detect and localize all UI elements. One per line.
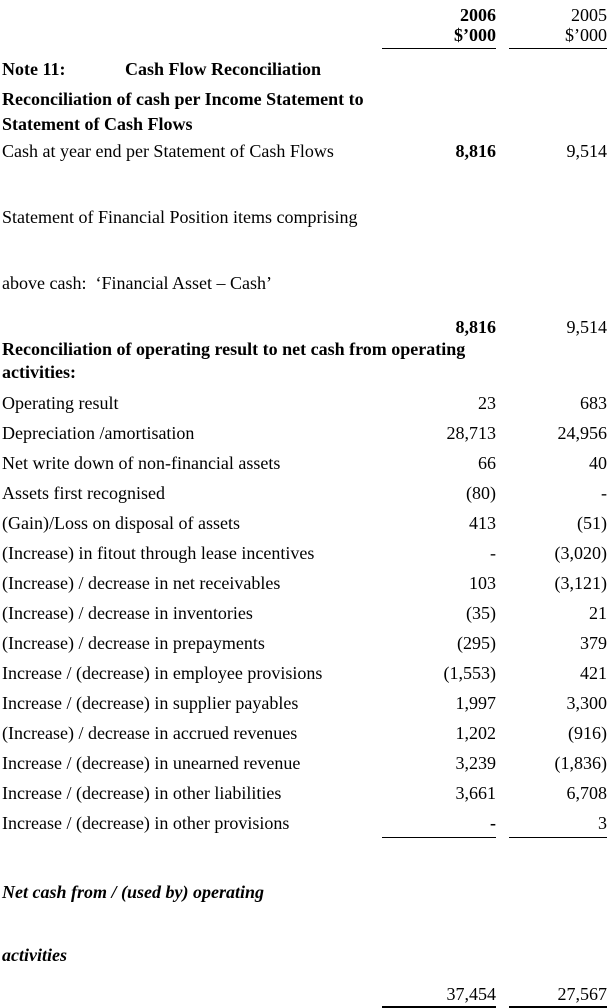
value-2006: 103	[469, 573, 496, 593]
value-2006: 8,816	[455, 141, 496, 161]
value-2005: (51)	[577, 513, 607, 533]
value-2006: 1,997	[455, 693, 496, 713]
table-row-assets-first-recognised	[2, 482, 607, 504]
column-gap	[496, 5, 509, 49]
value-2006: 66	[478, 453, 496, 473]
row-label: Operating result	[2, 393, 119, 413]
table-row-net-cash-total	[2, 840, 607, 1008]
column-header-2006	[382, 5, 496, 49]
value-2006: 28,713	[446, 423, 496, 443]
value-2006: (295)	[457, 633, 496, 653]
table-row-fitout-lease-incentives	[2, 542, 607, 564]
row-label: (Increase) / decrease in inventories	[2, 603, 253, 623]
table-row-prepayments	[2, 632, 607, 654]
table-row-financial-position-items	[2, 162, 607, 338]
value-2005: 27,567	[509, 840, 607, 1008]
value-2005: (1,836)	[554, 753, 607, 773]
table-row-cash-at-year-end	[2, 140, 607, 162]
section-heading-cash-reconciliation	[2, 87, 607, 137]
row-label: Cash at year end per Statement of Cash Flows	[2, 141, 334, 161]
header-unit-2006: $’000	[454, 25, 496, 45]
value-2006: (80)	[466, 483, 496, 503]
row-label	[2, 840, 382, 1008]
row-label: (Increase) in fitout through lease incentives	[2, 543, 315, 563]
value-2006: (1,553)	[443, 663, 496, 683]
value-2005: 3	[509, 812, 607, 838]
row-label: Increase / (decrease) in unearned revenue	[2, 753, 301, 773]
header-spacer	[2, 5, 382, 49]
row-label-line: above cash: ‘Financial Asset – Cash’	[2, 273, 272, 293]
value-2005: (916)	[568, 723, 607, 743]
value-2005: 21	[589, 603, 607, 623]
table-row-accrued-revenues	[2, 722, 607, 744]
value-2006: 8,816	[455, 317, 496, 337]
table-row-operating-result	[2, 392, 607, 414]
row-label: Assets first recognised	[2, 483, 165, 503]
table-row-other-provisions	[2, 812, 607, 838]
column-header-2005	[509, 5, 607, 49]
value-2005: -	[601, 483, 607, 503]
row-label: Increase / (decrease) in employee provisions	[2, 663, 323, 683]
row-label: Increase / (decrease) in other liabilities	[2, 783, 282, 803]
row-label-line: activities	[2, 945, 67, 965]
value-2006: 3,661	[455, 783, 496, 803]
table-row-gain-loss-disposal	[2, 512, 607, 534]
value-2005: 24,956	[557, 423, 607, 443]
table-row-other-liabilities	[2, 782, 607, 804]
section-heading-line: activities:	[2, 362, 76, 382]
table-row-net-receivables	[2, 572, 607, 594]
row-label: (Gain)/Loss on disposal of assets	[2, 513, 240, 533]
value-2005: 9,514	[566, 317, 607, 337]
table-row-supplier-payables	[2, 692, 607, 714]
value-2005: 683	[580, 393, 607, 413]
column-header-row	[2, 5, 607, 49]
value-2006: 23	[478, 393, 496, 413]
header-unit-2005: $’000	[565, 25, 607, 45]
section-heading-operating-reconciliation	[2, 338, 607, 384]
row-label: (Increase) / decrease in accrued revenues	[2, 723, 298, 743]
value-2005: 9,514	[566, 141, 607, 161]
value-2005: 3,300	[566, 693, 607, 713]
value-2005: 40	[589, 453, 607, 473]
row-label: Increase / (decrease) in supplier payables	[2, 693, 299, 713]
row-label-line: Net cash from / (used by) operating	[2, 882, 264, 902]
value-2006: 413	[469, 513, 496, 533]
value-2006: 1,202	[455, 723, 496, 743]
value-2006: (35)	[466, 603, 496, 623]
header-year-2006: 2006	[460, 5, 496, 25]
note-number: Note 11:	[2, 59, 66, 79]
header-year-2005: 2005	[571, 5, 607, 25]
value-2005: 6,708	[566, 783, 607, 803]
table-row-net-write-down	[2, 452, 607, 474]
value-2006: -	[382, 812, 496, 838]
table-row-inventories	[2, 602, 607, 624]
section-heading-line: Reconciliation of cash per Income Statement to	[2, 89, 364, 109]
value-2005: 379	[580, 633, 607, 653]
section-heading-line: Statement of Cash Flows	[2, 114, 193, 134]
row-label	[2, 162, 382, 338]
row-label: Net write down of non-financial assets	[2, 453, 281, 473]
value-2006: -	[490, 543, 496, 563]
row-label: (Increase) / decrease in prepayments	[2, 633, 265, 653]
table-row-unearned-revenue	[2, 752, 607, 774]
row-label: Depreciation /amortisation	[2, 423, 195, 443]
note-title: Cash Flow Reconciliation	[125, 59, 321, 79]
value-2006: 3,239	[455, 753, 496, 773]
row-label-line: Statement of Financial Position items comprising	[2, 207, 358, 227]
value-2005: 421	[580, 663, 607, 683]
row-label: (Increase) / decrease in net receivables	[2, 573, 281, 593]
table-row-employee-provisions	[2, 662, 607, 684]
row-label: Increase / (decrease) in other provisions	[2, 813, 290, 833]
table-row-depreciation	[2, 422, 607, 444]
section-heading-line: Reconciliation of operating result to net cash from operating	[2, 339, 466, 359]
note-title-row	[2, 58, 607, 80]
value-2005: (3,020)	[554, 543, 607, 563]
value-2005: (3,121)	[554, 573, 607, 593]
value-2006: 37,454	[382, 840, 496, 1008]
